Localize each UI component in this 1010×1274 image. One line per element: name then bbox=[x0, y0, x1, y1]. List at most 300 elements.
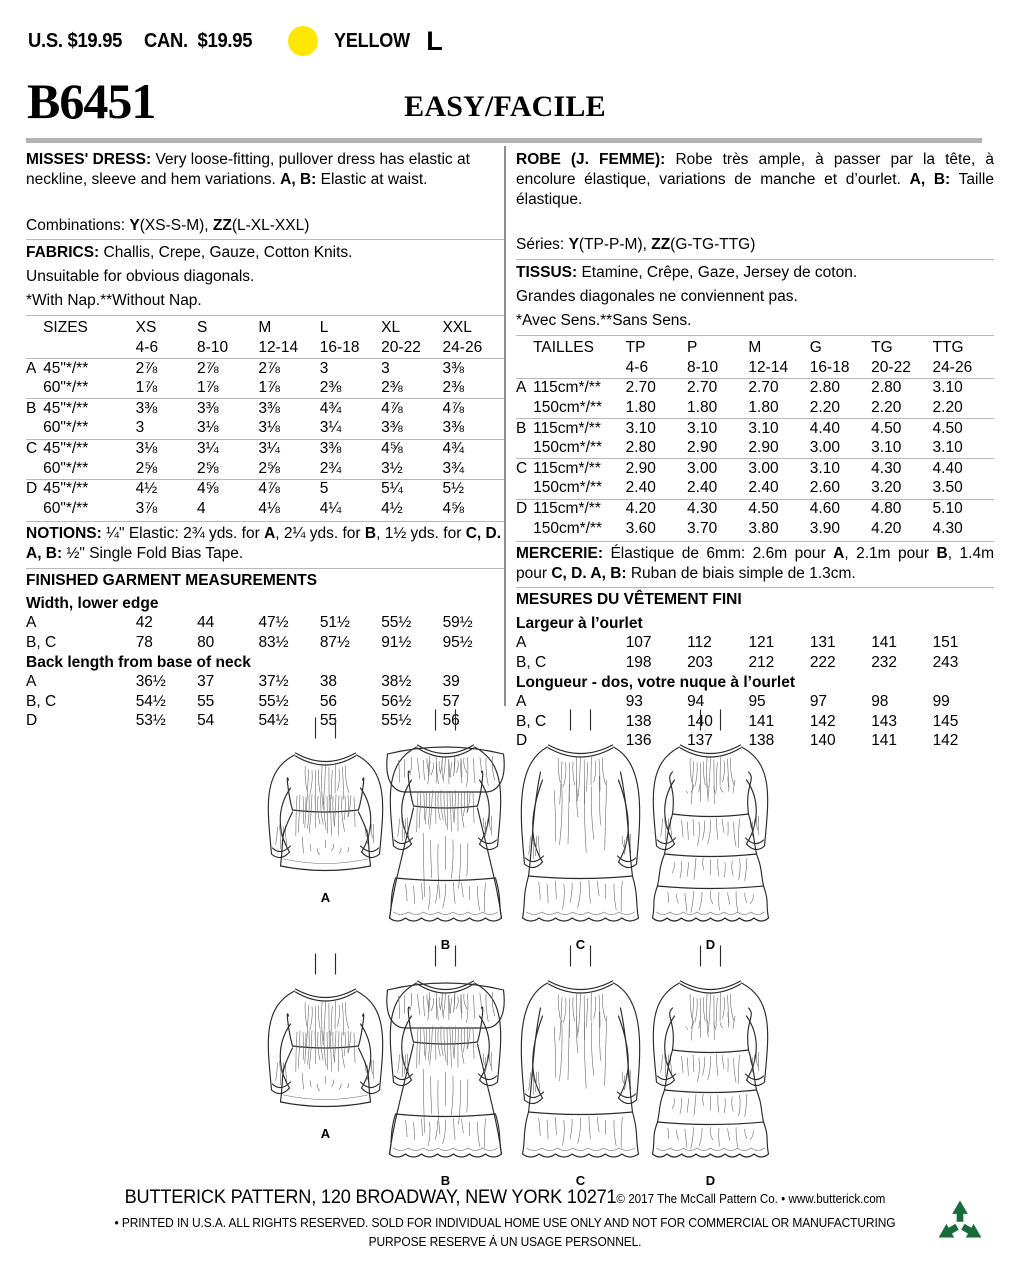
view-letter-cell bbox=[516, 399, 533, 419]
size-number-cell: 16-18 bbox=[319, 339, 360, 357]
yardage-cell: 2¾ bbox=[319, 459, 342, 477]
yardage-cell: 2.80 bbox=[810, 378, 871, 398]
fabrics-fr bbox=[516, 263, 994, 283]
size-name-cell: XL bbox=[381, 319, 401, 337]
measurement-cell: 54 bbox=[197, 712, 215, 730]
fabrics-body-en: Challis, Crepe, Gauze, Cotton Knits. bbox=[99, 244, 353, 262]
yardage-cell: 4½ bbox=[381, 499, 403, 517]
footer-company-line bbox=[35, 1186, 974, 1209]
measurement-cell: 136 bbox=[625, 732, 652, 750]
yardage-cell: 4¾ bbox=[320, 399, 381, 419]
size-name-cell: M bbox=[748, 339, 762, 357]
notions-body4-fr: Ruban de biais simple de 1.3cm. bbox=[626, 564, 856, 582]
measurement-section-header bbox=[26, 653, 504, 673]
yardage-cell: 2.20 bbox=[871, 399, 902, 417]
fabric-width-cell: 150cm*/** bbox=[533, 439, 603, 457]
yardage-cell: 3¾ bbox=[442, 459, 465, 477]
fabric-width-cell: 150cm*/** bbox=[533, 519, 603, 537]
description-label-en: MISSES' DRESS: bbox=[26, 151, 152, 168]
color-name-label: YELLOW bbox=[333, 29, 410, 52]
finished-header-en: FINISHED GARMENT MEASUREMENTS bbox=[26, 571, 318, 589]
measurement-cell: 142 bbox=[932, 732, 959, 750]
measurement-cell: 95½ bbox=[442, 634, 473, 652]
yardage-cell: 3.10 bbox=[748, 419, 809, 439]
yardage-cell: 1⅞ bbox=[258, 379, 280, 397]
size-number-cell: 12-14 bbox=[748, 358, 789, 376]
combination-y-sizes-fr: (TP-P-M), bbox=[578, 236, 652, 254]
measurement-cell: 55½ bbox=[258, 692, 289, 710]
notions-view-b-en: B bbox=[364, 524, 377, 542]
notions-view-a-en: A bbox=[264, 524, 276, 542]
table-row bbox=[516, 499, 994, 519]
yardage-cell: 3.10 bbox=[932, 439, 963, 457]
table-row bbox=[26, 499, 504, 519]
fabric-width-cell: 115cm*/** bbox=[533, 378, 626, 398]
view-letter-cell: B bbox=[516, 419, 533, 439]
yardage-cell: 5 bbox=[320, 479, 381, 499]
yardage-cell: 4⅝ bbox=[197, 479, 258, 499]
measurement-cell: 56 bbox=[442, 712, 460, 730]
measurement-cell: 99 bbox=[932, 693, 950, 711]
description-tail-en: Elastic at waist. bbox=[316, 170, 428, 188]
description-views-fr: A, B: bbox=[909, 170, 951, 188]
measurement-cell: 38 bbox=[319, 673, 338, 691]
yardage-cell: 2⅞ bbox=[258, 359, 319, 379]
sizes-header-label: TAILLES bbox=[533, 339, 594, 357]
yardage-cell: 4.40 bbox=[933, 459, 994, 479]
yardage-cell: 3.10 bbox=[933, 378, 994, 398]
view-letter-cell bbox=[516, 439, 533, 459]
measurement-label: B, C bbox=[516, 653, 547, 671]
table-row bbox=[516, 399, 994, 419]
measurement-cell: 198 bbox=[625, 653, 652, 671]
table-row bbox=[26, 399, 504, 419]
size-group-letter: L bbox=[426, 25, 443, 56]
yardage-cell: 2⅝ bbox=[135, 459, 158, 477]
measurement-cell: 145 bbox=[932, 712, 959, 730]
measurement-label: D bbox=[516, 732, 528, 750]
measurement-cell: 56½ bbox=[381, 692, 412, 710]
measurement-cell: 55 bbox=[319, 712, 338, 730]
yardage-table-en bbox=[26, 319, 504, 519]
yardage-cell: 3⅛ bbox=[258, 419, 280, 437]
yardage-cell: 2.80 bbox=[625, 439, 656, 457]
yardage-cell: 4⅞ bbox=[443, 399, 504, 419]
measurement-cell: 94 bbox=[687, 693, 705, 711]
measurement-label: A bbox=[26, 614, 37, 632]
yardage-cell: 3⅜ bbox=[442, 419, 465, 437]
yardage-cell: 4⅛ bbox=[258, 499, 280, 517]
fabric-width-cell: 45"*/** bbox=[43, 439, 136, 459]
garment-figure-back-d bbox=[638, 942, 783, 1188]
measurement-cell: 95 bbox=[748, 693, 766, 711]
yardage-cell: 3⅜ bbox=[136, 399, 197, 419]
table-row bbox=[26, 479, 504, 499]
table-row bbox=[26, 614, 504, 634]
finished-header-fr: MESURES DU VÊTEMENT FINI bbox=[516, 591, 742, 609]
table-row bbox=[516, 459, 994, 479]
unsuitable-fr: Grandes diagonales ne conviennent pas. bbox=[516, 288, 798, 306]
yardage-cell: 3¼ bbox=[258, 439, 319, 459]
measurement-cell: 151 bbox=[932, 634, 959, 652]
yardage-cell: 4½ bbox=[136, 479, 197, 499]
combinations-label-en: Combinations: bbox=[26, 216, 130, 234]
yardage-cell: 3.80 bbox=[748, 519, 779, 537]
measurement-cell: 53½ bbox=[135, 712, 166, 730]
table-row bbox=[516, 439, 994, 459]
fabric-width-cell: 115cm*/** bbox=[533, 459, 626, 479]
measurement-cell: 140 bbox=[687, 712, 713, 730]
yardage-cell: 3⅛ bbox=[197, 419, 219, 437]
measurement-cell: 83½ bbox=[258, 634, 289, 652]
rule bbox=[26, 239, 504, 240]
yardage-cell: 3½ bbox=[381, 459, 403, 477]
yardage-cell: 3⅜ bbox=[197, 399, 258, 419]
size-name-cell: S bbox=[197, 319, 208, 337]
measurement-cell: 47½ bbox=[258, 614, 289, 632]
rule bbox=[26, 568, 504, 569]
fabrics-label-en: FABRICS: bbox=[26, 244, 100, 262]
combination-zz-sizes-en: (L-XL-XXL) bbox=[231, 216, 310, 234]
yardage-cell: 3 bbox=[381, 359, 442, 379]
measurement-cell: 54½ bbox=[258, 712, 289, 730]
size-name-cell: TP bbox=[625, 339, 646, 357]
notions-body1-en: ¼" Elastic: 2¾ yds. for bbox=[101, 524, 265, 542]
description-en bbox=[26, 150, 504, 190]
recycle-icon bbox=[932, 1196, 988, 1252]
figure-label: A bbox=[320, 1126, 331, 1141]
yardage-cell: 4⅝ bbox=[442, 499, 465, 517]
table-row bbox=[516, 479, 994, 499]
measurement-cell: 137 bbox=[687, 732, 713, 750]
yardage-cell: 3⅞ bbox=[135, 499, 158, 517]
yardage-cell: 5¼ bbox=[381, 479, 442, 499]
table-row bbox=[26, 359, 504, 379]
measurement-cell: 232 bbox=[871, 653, 898, 671]
measurement-cell: 44 bbox=[197, 614, 215, 632]
measurement-cell: 37½ bbox=[258, 673, 289, 691]
measurement-cell: 143 bbox=[871, 712, 898, 730]
yardage-cell: 1⅞ bbox=[135, 379, 158, 397]
figure-label: C bbox=[575, 1173, 586, 1188]
yardage-cell: 4.80 bbox=[871, 499, 932, 519]
garment-figure-front-c bbox=[508, 706, 653, 952]
length-header: Longueur - dos, votre nuque à l’ourlet bbox=[516, 673, 796, 691]
measurement-label: A bbox=[516, 693, 527, 711]
yardage-cell: 2.40 bbox=[687, 479, 718, 497]
yardage-cell: 2.90 bbox=[687, 439, 718, 457]
view-letter-cell bbox=[516, 519, 533, 539]
yardage-cell: 2.70 bbox=[626, 378, 687, 398]
fabric-width-cell: 150cm*/** bbox=[533, 399, 603, 417]
yardage-cell: 1⅞ bbox=[197, 379, 219, 397]
combination-zz-fr: ZZ bbox=[651, 236, 671, 254]
yardage-cell: 3.10 bbox=[871, 439, 902, 457]
measurement-cell: 37 bbox=[197, 673, 215, 691]
measurement-cell: 243 bbox=[932, 653, 959, 671]
rule bbox=[26, 521, 504, 522]
yardage-cell: 3⅜ bbox=[381, 419, 403, 437]
yardage-cell: 2.90 bbox=[626, 459, 687, 479]
size-number-cell: 24-26 bbox=[932, 358, 973, 376]
nap-en: *With Nap.**Without Nap. bbox=[26, 292, 202, 310]
measurement-cell: 138 bbox=[625, 712, 652, 730]
yardage-cell: 3.20 bbox=[871, 479, 902, 497]
table-row bbox=[26, 634, 504, 654]
yardage-cell: 4.30 bbox=[871, 459, 932, 479]
measurement-cell: 142 bbox=[809, 712, 836, 730]
yardage-table-fr bbox=[516, 339, 994, 539]
notions-fr bbox=[516, 544, 994, 584]
rule bbox=[516, 335, 994, 336]
description-fr bbox=[516, 150, 994, 209]
yardage-cell: 3.90 bbox=[809, 519, 840, 537]
color-swatch-dot bbox=[288, 26, 318, 56]
notions-body1-fr: Élastique de 6mm: 2.6m pour bbox=[602, 544, 834, 562]
garment-figure-front-d bbox=[638, 706, 783, 952]
size-name-cell: L bbox=[319, 319, 329, 337]
garment-figure-back-a bbox=[258, 950, 393, 1141]
yardage-cell: 2.70 bbox=[748, 378, 809, 398]
notions-view-cd-en: C, D. A, B: bbox=[26, 524, 502, 562]
footer-copyright: © 2017 The McCall Pattern Co. • www.butterick.com bbox=[616, 1192, 886, 1206]
yardage-cell: 3¼ bbox=[319, 419, 342, 437]
english-column bbox=[26, 150, 504, 732]
table-row bbox=[26, 419, 504, 439]
yardage-cell: 3.00 bbox=[687, 459, 748, 479]
yardage-cell: 2⅜ bbox=[442, 379, 465, 397]
view-letter-cell bbox=[26, 499, 43, 519]
size-number-cell: 8-10 bbox=[687, 358, 719, 376]
yardage-cell: 4.50 bbox=[871, 419, 932, 439]
description-body-en: Very loose-fitting, pullover dress has elastic at neckline, sleeve and hem variations. bbox=[26, 151, 470, 188]
table-row bbox=[516, 419, 994, 439]
fabric-width-cell: 115cm*/** bbox=[533, 419, 626, 439]
yardage-cell: 3.70 bbox=[687, 519, 718, 537]
table-header-row-numbers bbox=[26, 339, 504, 359]
measurement-cell: 78 bbox=[135, 634, 153, 652]
notions-label-fr: MERCERIE: bbox=[516, 544, 603, 562]
garment-figure-front-a bbox=[258, 714, 393, 905]
yardage-cell: 3.10 bbox=[810, 459, 871, 479]
length-header: Back length from base of neck bbox=[26, 653, 251, 671]
yardage-cell: 4 bbox=[197, 499, 206, 517]
fabric-width-cell: 60"*/** bbox=[43, 379, 89, 397]
fabric-width-cell: 45"*/** bbox=[43, 399, 136, 419]
yardage-cell: 4.30 bbox=[932, 519, 963, 537]
yardage-cell: 3.60 bbox=[625, 519, 656, 537]
yardage-cell: 2.60 bbox=[809, 479, 840, 497]
figure-label: B bbox=[440, 937, 451, 952]
size-number-cell: 8-10 bbox=[197, 339, 229, 357]
measurement-cell: 87½ bbox=[319, 634, 350, 652]
fabric-width-cell: 115cm*/** bbox=[533, 499, 626, 519]
description-label-fr: ROBE (J. FEMME): bbox=[516, 151, 666, 168]
measurement-cell: 57 bbox=[442, 692, 460, 710]
size-name-cell: M bbox=[258, 319, 272, 337]
yardage-cell: 4⅝ bbox=[381, 439, 442, 459]
size-number-cell: 12-14 bbox=[258, 339, 299, 357]
yardage-cell: 4.20 bbox=[626, 499, 687, 519]
yardage-cell: 3.10 bbox=[626, 419, 687, 439]
combination-zz-sizes-fr: (G-TG-TTG) bbox=[670, 236, 756, 254]
width-header: Largeur à l’ourlet bbox=[516, 614, 643, 632]
fabric-width-cell: 60"*/** bbox=[43, 459, 89, 477]
measurement-cell: 112 bbox=[687, 634, 712, 652]
measurement-cell: 80 bbox=[197, 634, 215, 652]
fabrics-en bbox=[26, 243, 504, 263]
measurement-section-header bbox=[26, 594, 504, 614]
measurement-cell: 59½ bbox=[442, 614, 473, 632]
notions-body4-en: ½" Single Fold Bias Tape. bbox=[62, 544, 244, 562]
notions-view-b-fr: B bbox=[936, 544, 948, 562]
measurement-cell: 212 bbox=[748, 653, 775, 671]
yardage-cell: 1.80 bbox=[748, 399, 779, 417]
measurement-cell: 107 bbox=[625, 634, 652, 652]
yardage-cell: 4⅞ bbox=[381, 399, 442, 419]
rule bbox=[26, 315, 504, 316]
size-number-cell: 20-22 bbox=[871, 358, 911, 376]
measurement-cell: 93 bbox=[625, 693, 643, 711]
notions-body3-fr: , 1.4m pour bbox=[516, 544, 994, 582]
measurement-cell: 55 bbox=[197, 692, 215, 710]
table-row bbox=[516, 519, 994, 539]
figure-label: B bbox=[440, 1173, 451, 1188]
yardage-cell: 3⅜ bbox=[258, 399, 319, 419]
garment-illustrations bbox=[0, 700, 1010, 1188]
yardage-cell: 2.70 bbox=[687, 378, 748, 398]
combination-y-sizes-en: (XS-S-M), bbox=[139, 216, 213, 234]
table-header-row bbox=[26, 319, 504, 339]
yardage-cell: 2.20 bbox=[809, 399, 840, 417]
notions-en bbox=[26, 524, 504, 564]
yardage-cell: 5½ bbox=[443, 479, 504, 499]
measurement-cell: 91½ bbox=[381, 634, 412, 652]
fabric-width-cell: 45"*/** bbox=[43, 359, 136, 379]
yardage-cell: 2.40 bbox=[625, 479, 656, 497]
size-name-cell: G bbox=[809, 339, 822, 357]
footer-company: BUTTERICK PATTERN, 120 BROADWAY, NEW YORK 10271 bbox=[124, 1186, 617, 1208]
size-name-cell: TTG bbox=[932, 339, 964, 357]
size-number-cell: 4-6 bbox=[625, 358, 649, 376]
unsuitable-en: Unsuitable for obvious diagonals. bbox=[26, 268, 255, 286]
size-number-cell: 20-22 bbox=[381, 339, 421, 357]
yardage-cell: 2⅜ bbox=[381, 379, 403, 397]
yardage-cell: 3¼ bbox=[197, 439, 258, 459]
garment-figure-back-b bbox=[378, 942, 513, 1188]
view-letter-cell: C bbox=[26, 439, 43, 459]
combinations-label-fr: Séries: bbox=[516, 236, 569, 254]
yardage-cell: 4.60 bbox=[810, 499, 871, 519]
size-number-cell: 16-18 bbox=[809, 358, 850, 376]
yardage-cell: 3⅛ bbox=[136, 439, 197, 459]
measurement-cell: 42 bbox=[135, 614, 153, 632]
measurement-cell: 203 bbox=[687, 653, 713, 671]
figure-label: D bbox=[705, 1173, 716, 1188]
yardage-cell: 4⅞ bbox=[258, 479, 319, 499]
notions-body2-en: , 2¼ yds. for bbox=[275, 524, 365, 542]
view-letter-cell: B bbox=[26, 399, 43, 419]
yardage-cell: 2.20 bbox=[932, 399, 963, 417]
description-views-en: A, B: bbox=[280, 170, 317, 188]
measurement-section-header bbox=[516, 673, 994, 693]
measurement-cell: 38½ bbox=[381, 673, 412, 691]
view-letter-cell bbox=[26, 379, 43, 399]
yardage-cell: 2⅝ bbox=[258, 459, 280, 477]
table-header-row bbox=[516, 339, 994, 359]
measurement-cell: 222 bbox=[809, 653, 836, 671]
view-letter-cell: D bbox=[26, 479, 43, 499]
size-number-cell: 4-6 bbox=[135, 339, 159, 357]
table-row bbox=[516, 653, 994, 673]
view-letter-cell bbox=[26, 459, 43, 479]
yardage-cell: 4.50 bbox=[748, 499, 809, 519]
view-letter-cell: C bbox=[516, 459, 533, 479]
table-row bbox=[516, 634, 994, 654]
yardage-cell: 3⅜ bbox=[320, 439, 381, 459]
fabrics-body-fr: Etamine, Crêpe, Gaze, Jersey de coton. bbox=[577, 264, 858, 282]
measurement-label: D bbox=[26, 712, 38, 730]
yardage-cell: 4¼ bbox=[319, 499, 342, 517]
yardage-cell: 1.80 bbox=[625, 399, 656, 417]
measurement-cell: 54½ bbox=[135, 692, 166, 710]
measurement-cell: 56 bbox=[319, 692, 338, 710]
sizes-header-cell bbox=[26, 319, 43, 339]
view-letter-cell bbox=[26, 419, 43, 439]
measurement-cell: 39 bbox=[442, 673, 460, 691]
view-letter-cell: A bbox=[26, 359, 43, 379]
view-letter-cell bbox=[516, 479, 533, 499]
figure-label: D bbox=[705, 937, 716, 952]
yardage-cell: 2.90 bbox=[748, 439, 779, 457]
measurement-label: B, C bbox=[26, 634, 57, 652]
fabric-width-cell: 150cm*/** bbox=[533, 479, 603, 497]
measurement-cell: 140 bbox=[809, 732, 836, 750]
measurement-cell: 97 bbox=[809, 693, 828, 711]
size-name-cell: XXL bbox=[442, 319, 472, 337]
measurement-label: A bbox=[26, 673, 37, 691]
rule bbox=[516, 587, 994, 588]
yardage-cell: 3 bbox=[320, 359, 381, 379]
description-body-fr: Robe très ample, à passer par la tête, à encolure élastique, variations de manche et d’ourlet. bbox=[516, 151, 994, 188]
footer bbox=[0, 1186, 1010, 1254]
measurement-cell: 51½ bbox=[319, 614, 350, 632]
measurement-cell: 131 bbox=[809, 634, 836, 652]
fabric-width-cell: 45"*/** bbox=[43, 479, 136, 499]
size-name-cell: XS bbox=[135, 319, 157, 337]
yardage-cell: 3.00 bbox=[748, 459, 809, 479]
yardage-cell: 2⅞ bbox=[197, 359, 258, 379]
notions-view-a-fr: A bbox=[833, 544, 845, 562]
figure-label: A bbox=[320, 890, 331, 905]
notions-body2-fr: , 2.1m pour bbox=[844, 544, 937, 562]
table-row bbox=[26, 459, 504, 479]
garment-figure-back-c bbox=[508, 942, 653, 1188]
size-name-cell: TG bbox=[871, 339, 893, 357]
width-header: Width, lower edge bbox=[26, 594, 159, 612]
french-column bbox=[516, 150, 994, 751]
header-divider bbox=[26, 138, 982, 143]
size-name-cell: P bbox=[687, 339, 698, 357]
combination-zz-en: ZZ bbox=[212, 216, 232, 234]
combination-y-en: Y bbox=[129, 216, 140, 234]
yardage-cell: 4.20 bbox=[871, 519, 902, 537]
notions-body3-en: , 1½ yds. for bbox=[376, 524, 466, 542]
combinations-en bbox=[26, 216, 504, 236]
nap-fr: *Avec Sens.**Sans Sens. bbox=[516, 311, 692, 329]
footer-legal-line-2: PURPOSE RESERVE Á UN USAGE PERSONNEL. bbox=[368, 1235, 642, 1249]
difficulty-label: EASY/FACILE bbox=[404, 90, 606, 123]
